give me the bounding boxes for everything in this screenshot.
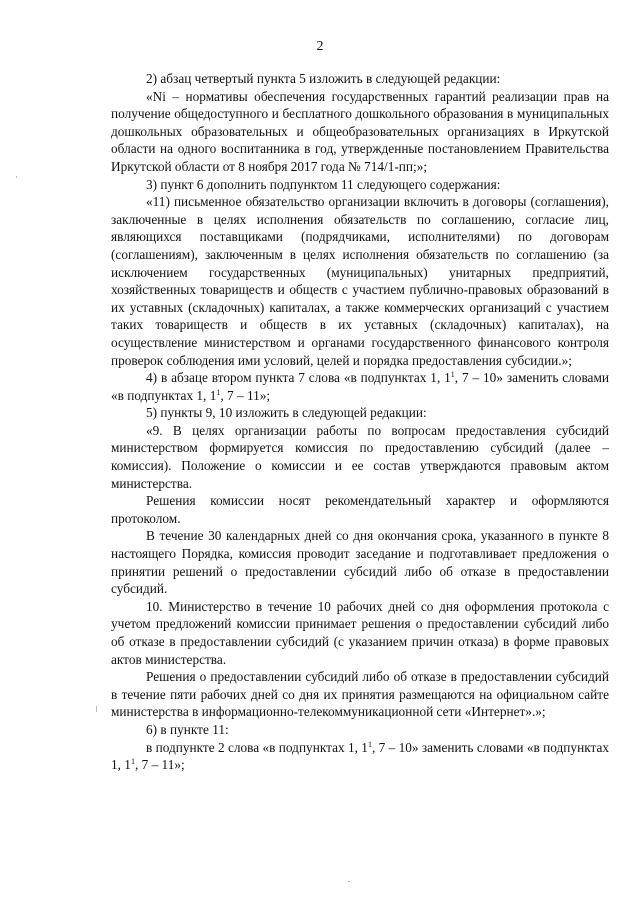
paragraph-item-3: 3) пункт 6 дополнить подпунктом 11 следующего содержания: xyxy=(146,176,501,192)
paragraph-item-5: 5) пункты 9, 10 изложить в следующей редакции: xyxy=(146,405,427,421)
paragraph-item-2: 2) абзац четвертый пункта 5 изложить в следующей редакции: xyxy=(146,71,501,86)
paragraph-30-days: В течение 30 календарных дней со дня окончания срока, указанного в пункте 8 настоящего Порядка, комиссия проводит заседание и подготавливает предложения о принятии решений о предоставлении субсидий либо об отказе в предоставлении субсидий. xyxy=(111,528,609,597)
scan-artifact-bottom xyxy=(348,881,350,882)
page-number: 2 xyxy=(316,39,324,54)
paragraph-point-10: 10. Министерство в течение 10 рабочих дней со дня оформления протокола с учетом предложений комиссии принимает решения о предоставлении субсидий либо об отказе в предоставлении субсидий (с указанием причин отказа) в форме правовых актов министерства. xyxy=(111,598,609,667)
scan-artifact-top xyxy=(16,176,17,178)
paragraph-item-6: 6) в пункте 11: xyxy=(146,721,229,737)
paragraph-subitem-2: в подпункте 2 слова «в подпунктах 1, $1^1$, 7 – 10» заменить словами «в подпунктах 1, $1^1$, 7 – 11»; xyxy=(111,739,609,773)
paragraph-publication: Решения о предоставлении субсидий либо об отказе в предоставлении субсидий в течение пяти рабочих дней со дня их принятия размещаются на официальном сайте министерства в информационно-телекоммуникационной сети «Интернет».»; xyxy=(111,669,609,720)
scan-artifact-left xyxy=(96,706,97,712)
paragraph-ni-definition: «Ni – нормативы обеспечения государственных гарантий реализации прав на получение общедоступного и бесплатного дошкольного образования в муниципальных дошкольных образовательных и общеобразовательных организациях в Иркутской области на одного воспитанника в год, утвержденные постановлением Правительства Иркутской области от 8 ноября 2017 года № 714/1-пп;»; xyxy=(111,88,609,174)
document-body xyxy=(111,70,609,774)
paragraph-point-9: «9. В целях организации работы по вопросам предоставления субсидий министерством формируется комиссия по предоставлению субсидий (далее – комиссия). Положение о комиссии и ее состав утверждаются правовым актом министерства. xyxy=(111,422,609,491)
paragraph-subitem-11: «11) письменное обязательство организации включить в договоры (соглашения), заключенные в целях исполнения обязательств по соглашению, согласие лиц, являющихся поставщиками (подрядчиками, исполнителями) по договорам (соглашениям), заключенным в целях исполнения обязательств по соглашению (за исключением государственных (муниципальных) унитарных предприятий, хозяйственных товариществ и обществ с участием публично-правовых образований в их уставных (складочных) капиталах, а также коммерческих организаций с участием таких товариществ и обществ в их уставных (складочных) капиталах), на осуществление министерством и органами государственного финансового контроля проверок соблюдения ими условий, целей и порядка предоставления субсидии.»; xyxy=(111,194,609,368)
paragraph-commission-decisions: Решения комиссии носят рекомендательный характер и оформляются протоколом. xyxy=(111,493,609,526)
paragraph-item-4: 4) в абзаце втором пункта 7 слова «в подпунктах 1, $1^1$, 7 – 10» заменить словами «в подпунктах 1, $1^1$, 7 – 11»; xyxy=(111,370,609,403)
